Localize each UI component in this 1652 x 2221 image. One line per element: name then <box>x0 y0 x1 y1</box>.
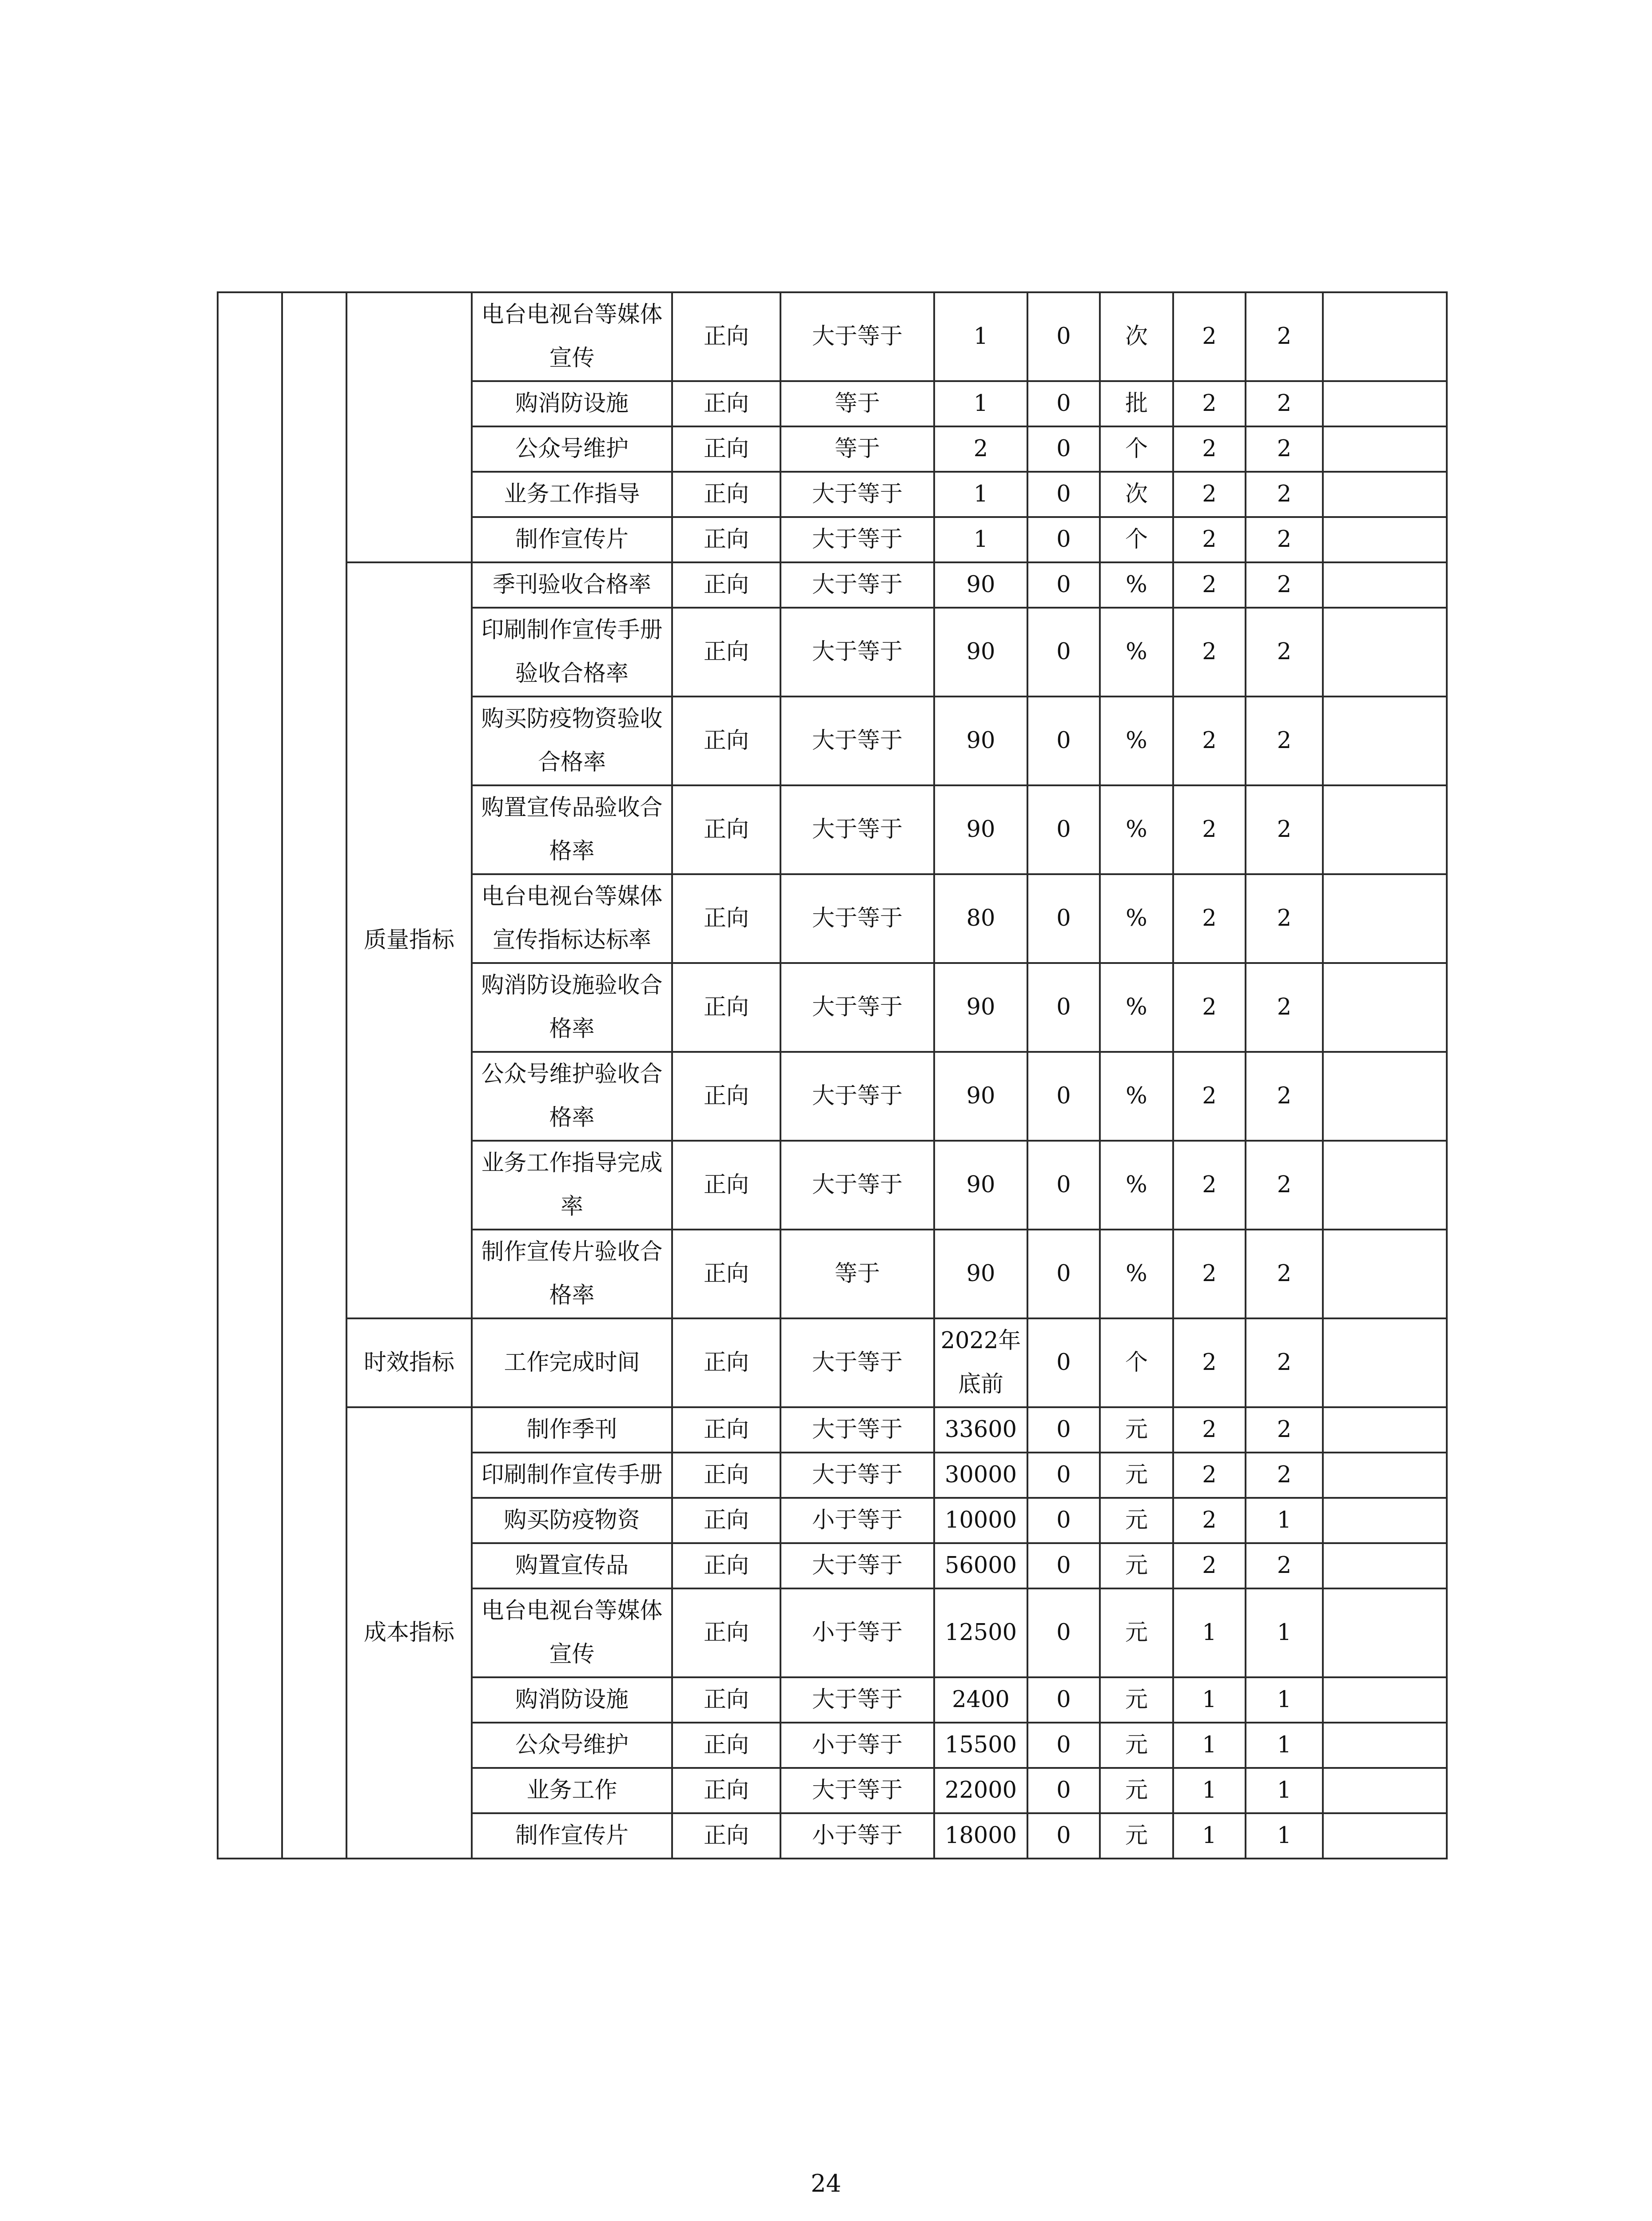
score-cell: 2 <box>1246 292 1323 381</box>
indicator-name-cell: 电台电视台等媒体宣传 <box>472 1588 672 1677</box>
operator-cell: 等于 <box>780 1230 934 1318</box>
note-cell <box>1323 785 1447 874</box>
score-cell: 2 <box>1246 608 1323 697</box>
min-value-cell: 0 <box>1027 1813 1100 1859</box>
operator-cell: 等于 <box>780 426 934 472</box>
note-cell <box>1323 963 1447 1052</box>
unit-cell: % <box>1100 874 1173 963</box>
weight-cell: 2 <box>1173 963 1246 1052</box>
score-cell: 2 <box>1246 1453 1323 1498</box>
weight-cell: 2 <box>1173 517 1246 562</box>
operator-cell: 大于等于 <box>780 1677 934 1723</box>
score-cell: 1 <box>1246 1813 1323 1859</box>
unit-cell: 批 <box>1100 381 1173 426</box>
min-value-cell: 0 <box>1027 381 1100 426</box>
indicator-name-cell: 购买防疫物资验收合格率 <box>472 697 672 785</box>
min-value-cell: 0 <box>1027 785 1100 874</box>
unit-cell: 次 <box>1100 292 1173 381</box>
direction-cell: 正向 <box>672 1407 780 1453</box>
target-value-cell: 30000 <box>934 1453 1027 1498</box>
note-cell <box>1323 1543 1447 1588</box>
indicator-name-cell: 印刷制作宣传手册验收合格率 <box>472 608 672 697</box>
score-cell: 2 <box>1246 874 1323 963</box>
direction-cell: 正向 <box>672 785 780 874</box>
operator-cell: 小于等于 <box>780 1723 934 1768</box>
score-cell: 1 <box>1246 1723 1323 1768</box>
operator-cell: 大于等于 <box>780 608 934 697</box>
weight-cell: 2 <box>1173 1453 1246 1498</box>
score-cell: 2 <box>1246 963 1323 1052</box>
target-value-cell: 12500 <box>934 1588 1027 1677</box>
note-cell <box>1323 608 1447 697</box>
target-value-cell: 2400 <box>934 1677 1027 1723</box>
direction-cell: 正向 <box>672 472 780 517</box>
direction-cell: 正向 <box>672 1141 780 1230</box>
weight-cell: 1 <box>1173 1588 1246 1677</box>
level2-indicator-cell <box>282 292 346 1859</box>
unit-cell: % <box>1100 562 1173 608</box>
target-value-cell: 90 <box>934 785 1027 874</box>
indicator-name-cell: 季刊验收合格率 <box>472 562 672 608</box>
score-cell: 2 <box>1246 1141 1323 1230</box>
weight-cell: 2 <box>1173 1230 1246 1318</box>
indicator-name-cell: 电台电视台等媒体宣传指标达标率 <box>472 874 672 963</box>
operator-cell: 大于等于 <box>780 785 934 874</box>
indicator-name-cell: 购消防设施 <box>472 1677 672 1723</box>
score-cell: 2 <box>1246 517 1323 562</box>
table-row <box>218 562 1447 608</box>
indicator-name-cell: 购置宣传品 <box>472 1543 672 1588</box>
indicator-name-cell: 制作宣传片 <box>472 517 672 562</box>
score-cell: 2 <box>1246 1230 1323 1318</box>
indicator-name-cell: 工作完成时间 <box>472 1318 672 1407</box>
table-row <box>218 1318 1447 1407</box>
indicator-name-cell: 购消防设施 <box>472 381 672 426</box>
target-value-cell: 10000 <box>934 1498 1027 1543</box>
note-cell <box>1323 1498 1447 1543</box>
target-value-cell: 90 <box>934 1141 1027 1230</box>
operator-cell: 大于等于 <box>780 292 934 381</box>
note-cell <box>1323 517 1447 562</box>
direction-cell: 正向 <box>672 608 780 697</box>
target-value-cell: 15500 <box>934 1723 1027 1768</box>
operator-cell: 小于等于 <box>780 1588 934 1677</box>
level1-indicator-cell <box>218 292 282 1859</box>
indicator-name-cell: 购买防疫物资 <box>472 1498 672 1543</box>
min-value-cell: 0 <box>1027 697 1100 785</box>
target-value-cell: 2 <box>934 426 1027 472</box>
weight-cell: 2 <box>1173 697 1246 785</box>
min-value-cell: 0 <box>1027 517 1100 562</box>
score-cell: 2 <box>1246 381 1323 426</box>
unit-cell: % <box>1100 1141 1173 1230</box>
weight-cell: 2 <box>1173 562 1246 608</box>
indicator-name-cell: 购置宣传品验收合格率 <box>472 785 672 874</box>
direction-cell: 正向 <box>672 292 780 381</box>
indicator-name-cell: 公众号维护 <box>472 426 672 472</box>
direction-cell: 正向 <box>672 1052 780 1141</box>
note-cell <box>1323 426 1447 472</box>
weight-cell: 2 <box>1173 292 1246 381</box>
target-value-cell: 90 <box>934 1230 1027 1318</box>
weight-cell: 1 <box>1173 1677 1246 1723</box>
unit-cell: 元 <box>1100 1813 1173 1859</box>
direction-cell: 正向 <box>672 517 780 562</box>
note-cell <box>1323 1052 1447 1141</box>
operator-cell: 大于等于 <box>780 472 934 517</box>
operator-cell: 大于等于 <box>780 1768 934 1813</box>
direction-cell: 正向 <box>672 1813 780 1859</box>
weight-cell: 2 <box>1173 608 1246 697</box>
note-cell <box>1323 1230 1447 1318</box>
indicator-name-cell: 业务工作指导完成率 <box>472 1141 672 1230</box>
unit-cell: % <box>1100 1230 1173 1318</box>
operator-cell: 大于等于 <box>780 1453 934 1498</box>
score-cell: 1 <box>1246 1588 1323 1677</box>
min-value-cell: 0 <box>1027 1453 1100 1498</box>
direction-cell: 正向 <box>672 1318 780 1407</box>
note-cell <box>1323 472 1447 517</box>
min-value-cell: 0 <box>1027 1052 1100 1141</box>
min-value-cell: 0 <box>1027 1543 1100 1588</box>
operator-cell: 大于等于 <box>780 562 934 608</box>
indicator-table-body <box>218 292 1447 1859</box>
page-number: 24 <box>811 2169 841 2197</box>
target-value-cell: 90 <box>934 562 1027 608</box>
unit-cell: 次 <box>1100 472 1173 517</box>
indicator-table <box>217 291 1448 1859</box>
indicator-name-cell: 业务工作 <box>472 1768 672 1813</box>
score-cell: 2 <box>1246 472 1323 517</box>
target-value-cell: 22000 <box>934 1768 1027 1813</box>
direction-cell: 正向 <box>672 1588 780 1677</box>
min-value-cell: 0 <box>1027 1588 1100 1677</box>
direction-cell: 正向 <box>672 697 780 785</box>
indicator-name-cell: 业务工作指导 <box>472 472 672 517</box>
score-cell: 2 <box>1246 562 1323 608</box>
score-cell: 1 <box>1246 1498 1323 1543</box>
min-value-cell: 0 <box>1027 1407 1100 1453</box>
category-cell: 时效指标 <box>346 1318 472 1407</box>
direction-cell: 正向 <box>672 1543 780 1588</box>
note-cell <box>1323 1318 1447 1407</box>
note-cell <box>1323 1677 1447 1723</box>
weight-cell: 2 <box>1173 1141 1246 1230</box>
unit-cell: 个 <box>1100 517 1173 562</box>
unit-cell: 个 <box>1100 1318 1173 1407</box>
score-cell: 1 <box>1246 1677 1323 1723</box>
direction-cell: 正向 <box>672 1230 780 1318</box>
unit-cell: % <box>1100 608 1173 697</box>
score-cell: 2 <box>1246 1407 1323 1453</box>
min-value-cell: 0 <box>1027 292 1100 381</box>
target-value-cell: 90 <box>934 697 1027 785</box>
indicator-name-cell: 印刷制作宣传手册 <box>472 1453 672 1498</box>
target-value-cell: 80 <box>934 874 1027 963</box>
weight-cell: 2 <box>1173 1052 1246 1141</box>
weight-cell: 2 <box>1173 1543 1246 1588</box>
score-cell: 2 <box>1246 426 1323 472</box>
operator-cell: 大于等于 <box>780 1141 934 1230</box>
note-cell <box>1323 1768 1447 1813</box>
note-cell <box>1323 1723 1447 1768</box>
category-cell <box>346 292 472 562</box>
direction-cell: 正向 <box>672 963 780 1052</box>
unit-cell: 元 <box>1100 1453 1173 1498</box>
note-cell <box>1323 1407 1447 1453</box>
category-cell: 质量指标 <box>346 562 472 1318</box>
weight-cell: 2 <box>1173 785 1246 874</box>
operator-cell: 大于等于 <box>780 963 934 1052</box>
min-value-cell: 0 <box>1027 472 1100 517</box>
weight-cell: 2 <box>1173 1407 1246 1453</box>
indicator-name-cell: 公众号维护 <box>472 1723 672 1768</box>
target-value-cell: 2022年底前 <box>934 1318 1027 1407</box>
note-cell <box>1323 381 1447 426</box>
weight-cell: 2 <box>1173 426 1246 472</box>
min-value-cell: 0 <box>1027 963 1100 1052</box>
target-value-cell: 1 <box>934 292 1027 381</box>
unit-cell: 元 <box>1100 1407 1173 1453</box>
target-value-cell: 18000 <box>934 1813 1027 1859</box>
min-value-cell: 0 <box>1027 1230 1100 1318</box>
weight-cell: 2 <box>1173 381 1246 426</box>
score-cell: 2 <box>1246 1052 1323 1141</box>
target-value-cell: 90 <box>934 963 1027 1052</box>
note-cell <box>1323 562 1447 608</box>
table-row <box>218 1407 1447 1453</box>
category-cell: 成本指标 <box>346 1407 472 1859</box>
score-cell: 2 <box>1246 785 1323 874</box>
weight-cell: 1 <box>1173 1723 1246 1768</box>
operator-cell: 大于等于 <box>780 517 934 562</box>
min-value-cell: 0 <box>1027 1768 1100 1813</box>
target-value-cell: 1 <box>934 517 1027 562</box>
weight-cell: 2 <box>1173 874 1246 963</box>
note-cell <box>1323 874 1447 963</box>
indicator-name-cell: 购消防设施验收合格率 <box>472 963 672 1052</box>
note-cell <box>1323 1141 1447 1230</box>
note-cell <box>1323 1813 1447 1859</box>
table-row <box>218 292 1447 381</box>
indicator-name-cell: 制作季刊 <box>472 1407 672 1453</box>
min-value-cell: 0 <box>1027 1318 1100 1407</box>
note-cell <box>1323 697 1447 785</box>
operator-cell: 大于等于 <box>780 1407 934 1453</box>
operator-cell: 大于等于 <box>780 1052 934 1141</box>
operator-cell: 大于等于 <box>780 1543 934 1588</box>
unit-cell: 元 <box>1100 1677 1173 1723</box>
unit-cell: 元 <box>1100 1543 1173 1588</box>
note-cell <box>1323 1453 1447 1498</box>
weight-cell: 1 <box>1173 1813 1246 1859</box>
direction-cell: 正向 <box>672 381 780 426</box>
operator-cell: 等于 <box>780 381 934 426</box>
operator-cell: 小于等于 <box>780 1498 934 1543</box>
direction-cell: 正向 <box>672 1677 780 1723</box>
unit-cell: % <box>1100 963 1173 1052</box>
direction-cell: 正向 <box>672 1453 780 1498</box>
min-value-cell: 0 <box>1027 608 1100 697</box>
note-cell <box>1323 292 1447 381</box>
direction-cell: 正向 <box>672 874 780 963</box>
operator-cell: 大于等于 <box>780 1318 934 1407</box>
min-value-cell: 0 <box>1027 1141 1100 1230</box>
direction-cell: 正向 <box>672 426 780 472</box>
target-value-cell: 90 <box>934 1052 1027 1141</box>
operator-cell: 大于等于 <box>780 697 934 785</box>
unit-cell: 元 <box>1100 1768 1173 1813</box>
score-cell: 1 <box>1246 1768 1323 1813</box>
indicator-name-cell: 制作宣传片验收合格率 <box>472 1230 672 1318</box>
direction-cell: 正向 <box>672 1498 780 1543</box>
direction-cell: 正向 <box>672 562 780 608</box>
target-value-cell: 56000 <box>934 1543 1027 1588</box>
target-value-cell: 90 <box>934 608 1027 697</box>
min-value-cell: 0 <box>1027 1677 1100 1723</box>
unit-cell: % <box>1100 785 1173 874</box>
target-value-cell: 33600 <box>934 1407 1027 1453</box>
min-value-cell: 0 <box>1027 874 1100 963</box>
operator-cell: 小于等于 <box>780 1813 934 1859</box>
weight-cell: 1 <box>1173 1768 1246 1813</box>
min-value-cell: 0 <box>1027 426 1100 472</box>
unit-cell: 元 <box>1100 1498 1173 1543</box>
unit-cell: 元 <box>1100 1723 1173 1768</box>
target-value-cell: 1 <box>934 381 1027 426</box>
indicator-name-cell: 制作宣传片 <box>472 1813 672 1859</box>
min-value-cell: 0 <box>1027 1723 1100 1768</box>
note-cell <box>1323 1588 1447 1677</box>
unit-cell: % <box>1100 697 1173 785</box>
target-value-cell: 1 <box>934 472 1027 517</box>
score-cell: 2 <box>1246 1318 1323 1407</box>
direction-cell: 正向 <box>672 1768 780 1813</box>
unit-cell: 元 <box>1100 1588 1173 1677</box>
weight-cell: 2 <box>1173 1498 1246 1543</box>
score-cell: 2 <box>1246 697 1323 785</box>
min-value-cell: 0 <box>1027 562 1100 608</box>
unit-cell: % <box>1100 1052 1173 1141</box>
weight-cell: 2 <box>1173 472 1246 517</box>
direction-cell: 正向 <box>672 1723 780 1768</box>
weight-cell: 2 <box>1173 1318 1246 1407</box>
score-cell: 2 <box>1246 1543 1323 1588</box>
indicator-name-cell: 公众号维护验收合格率 <box>472 1052 672 1141</box>
unit-cell: 个 <box>1100 426 1173 472</box>
operator-cell: 大于等于 <box>780 874 934 963</box>
min-value-cell: 0 <box>1027 1498 1100 1543</box>
indicator-name-cell: 电台电视台等媒体宣传 <box>472 292 672 381</box>
